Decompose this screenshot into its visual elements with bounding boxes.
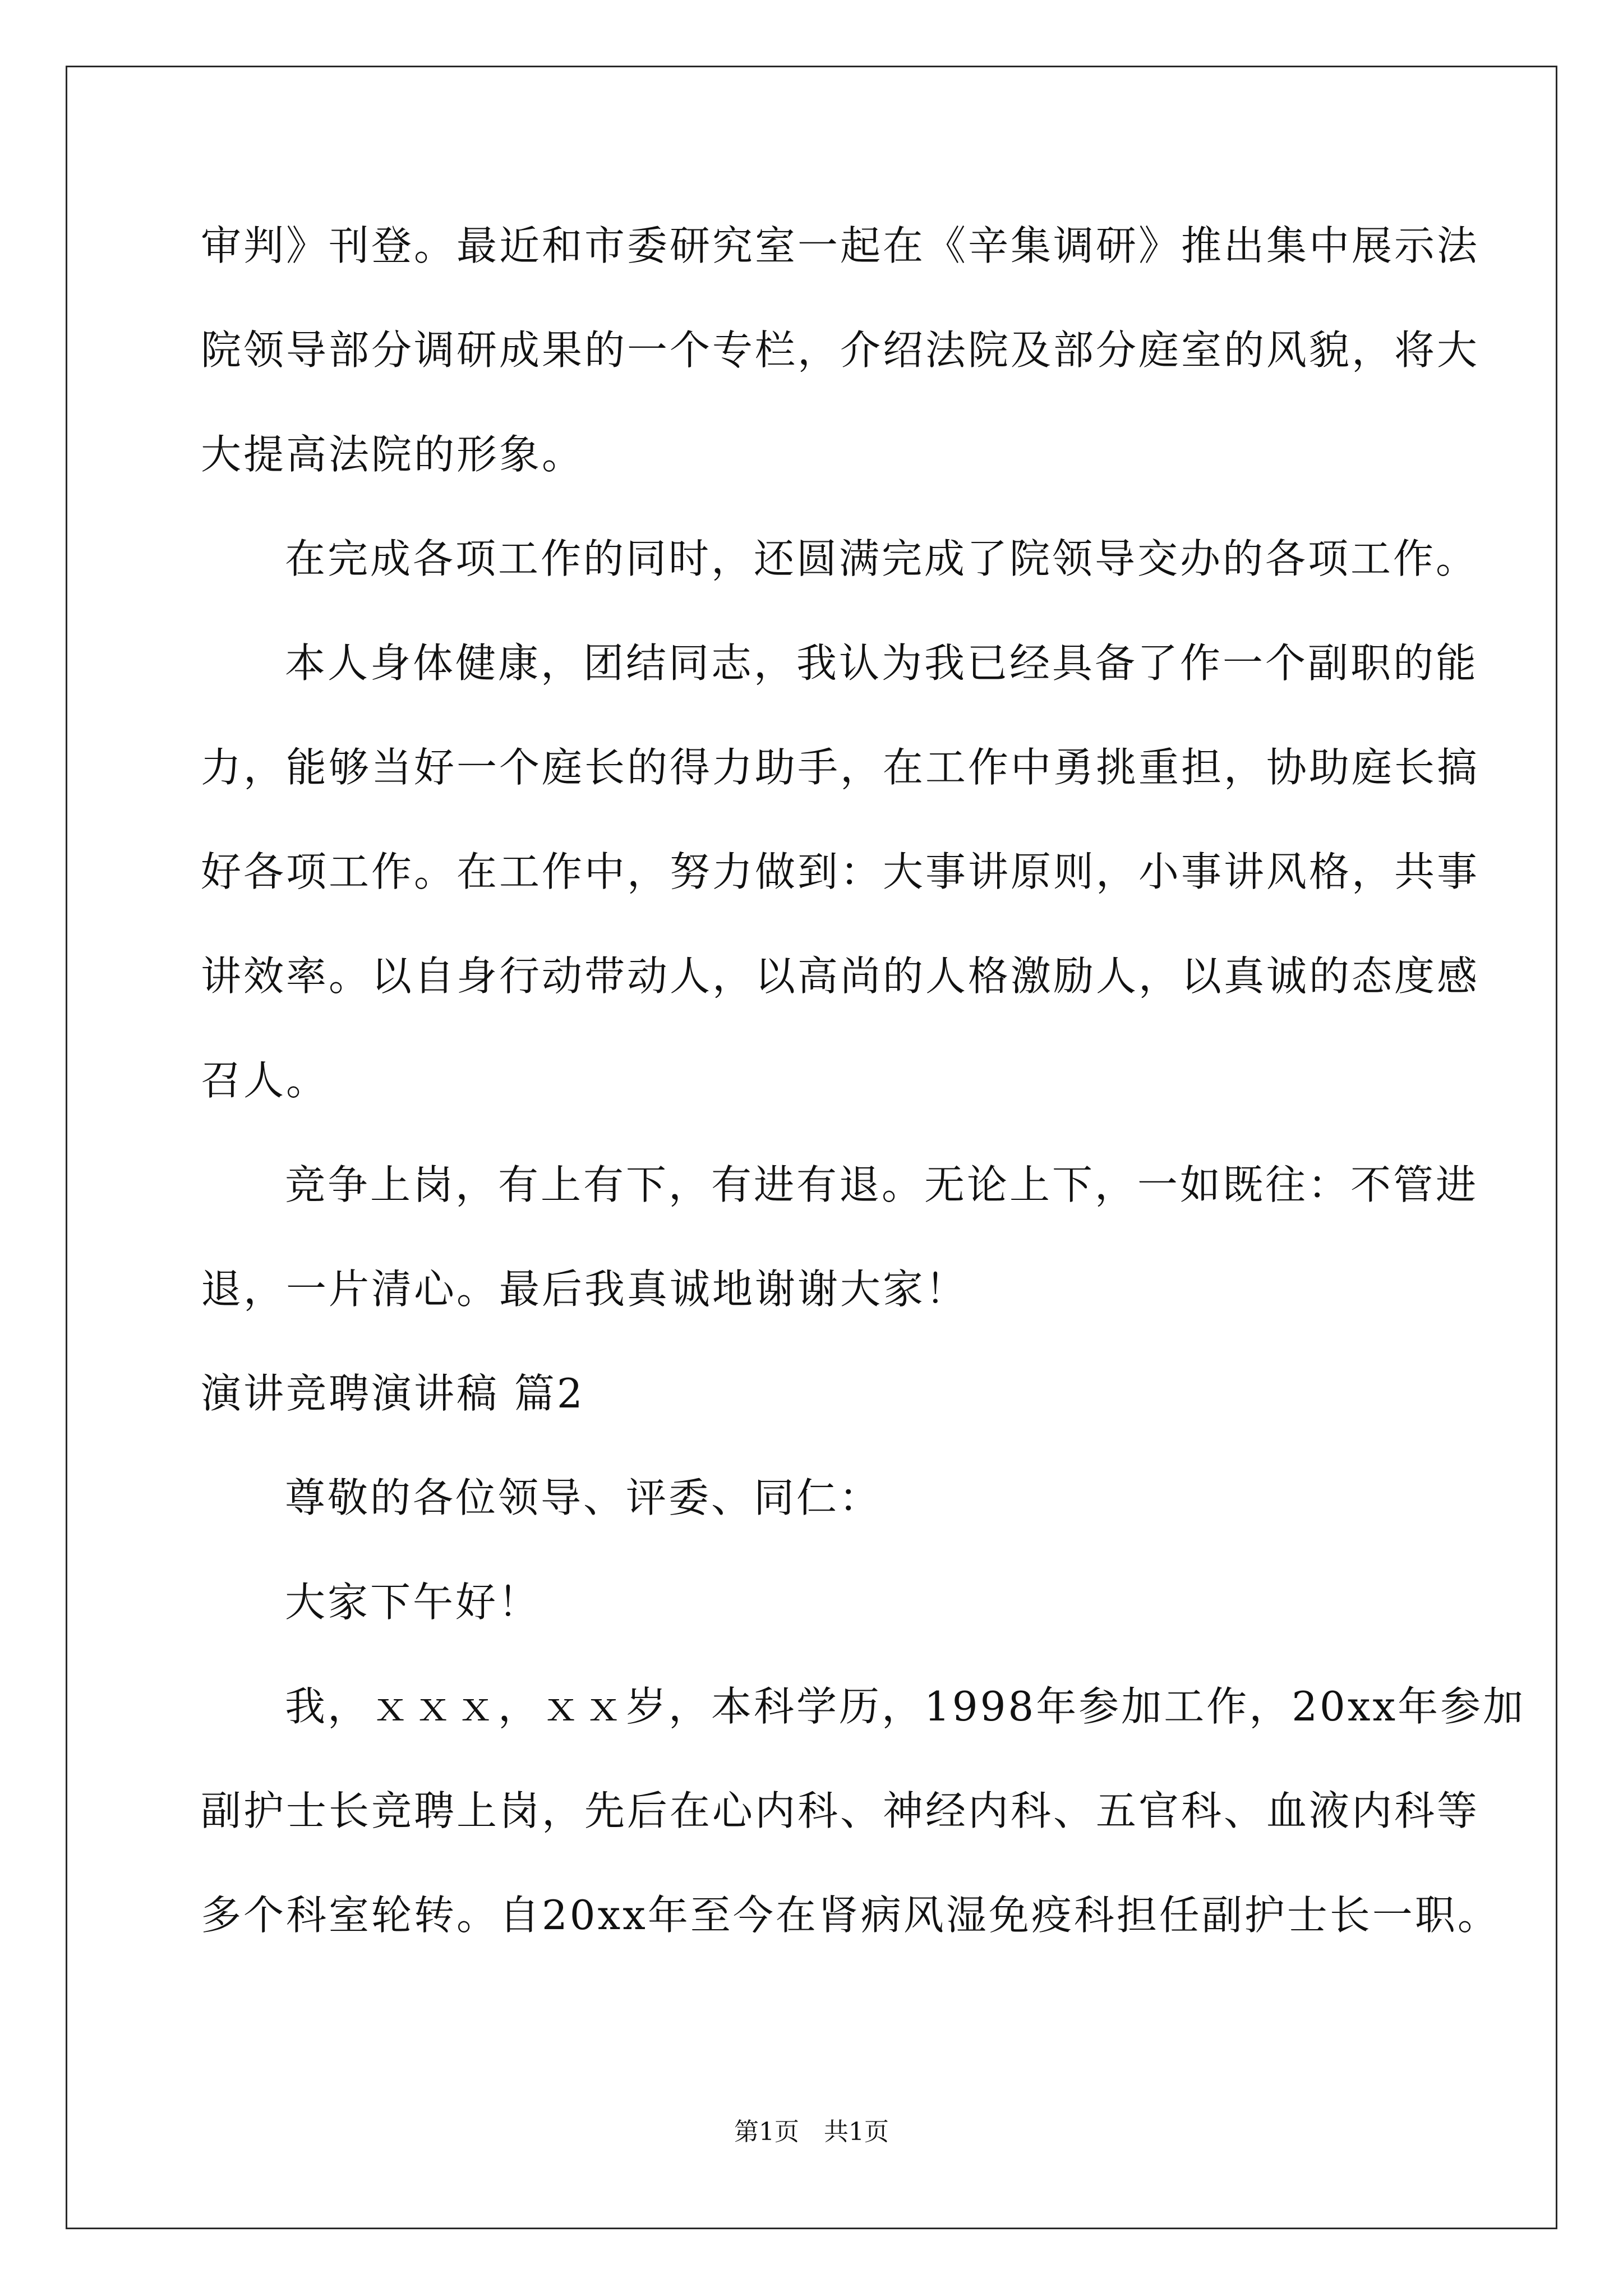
- text-line: 讲效率。以自身行动带动人，以高尚的人格激励人，以真诚的态度感: [201, 953, 1480, 1000]
- salutation: 尊敬的各位领导、评委、同仁：: [285, 1474, 882, 1521]
- text-line: 院领导部分调研成果的一个专栏，介绍法院及部分庭室的风貌，将大: [201, 326, 1480, 374]
- text-line: 召人。: [201, 1057, 329, 1104]
- paragraph-line: 在完成各项工作的同时，还圆满完成了院领导交办的各项工作。: [285, 535, 1479, 582]
- greeting: 大家下午好！: [285, 1579, 541, 1626]
- text-line: 审判》刊登。最近和市委研究室一起在《辛集调研》推出集中展示法: [201, 222, 1480, 269]
- section-heading: 演讲竞聘演讲稿 篇2: [201, 1370, 585, 1417]
- text-line: 力，能够当好一个庭长的得力助手，在工作中勇挑重担，协助庭长搞: [201, 744, 1480, 791]
- text-line: 多个科室轮转。自20xx年至今在肾病风湿免疫科担任副护士长一职。: [201, 1892, 1500, 1939]
- paragraph-line: 本人身体健康，团结同志，我认为我已经具备了作一个副职的能: [285, 639, 1479, 687]
- text-line: 大提高法院的形象。: [201, 431, 585, 478]
- page-footer: 第1页 共1页: [734, 2118, 889, 2146]
- text-line: 副护士长竞聘上岗，先后在心内科、神经内科、五官科、血液内科等: [201, 1787, 1480, 1834]
- paragraph-line: 竞争上岗，有上有下，有进有退。无论上下，一如既往：不管进: [285, 1161, 1479, 1208]
- paragraph-line: 我，ｘｘｘ，ｘｘ岁，本科学历，1998年参加工作，20xx年参加: [285, 1683, 1526, 1730]
- text-line: 退，一片清心。最后我真诚地谢谢大家！: [201, 1266, 969, 1313]
- text-line: 好各项工作。在工作中，努力做到：大事讲原则，小事讲风格，共事: [201, 848, 1480, 895]
